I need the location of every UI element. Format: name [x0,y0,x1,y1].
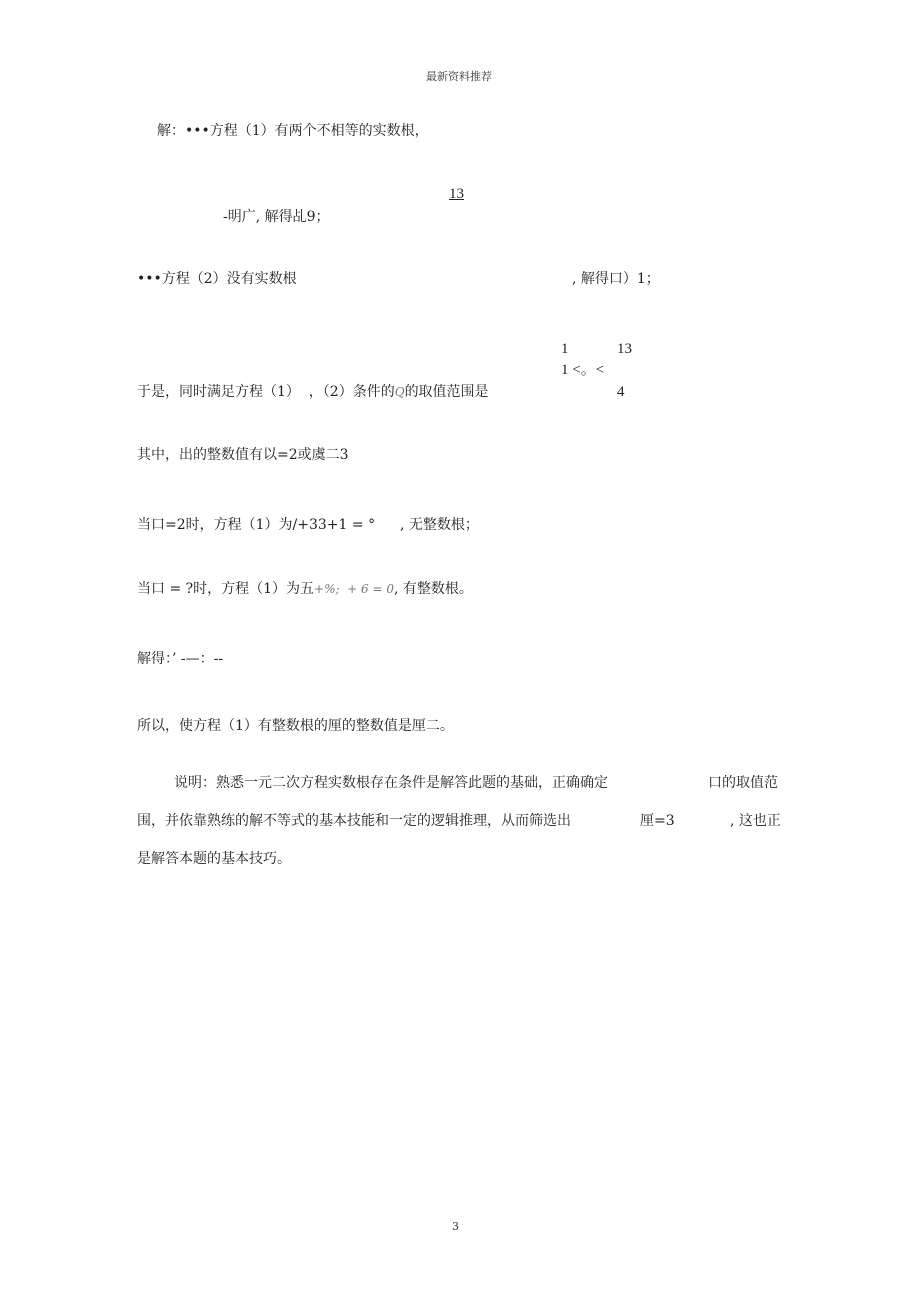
solution-line-5: 其中，出的整数值有以=2或虞二3 [137,447,349,463]
solution-line-4 [137,383,489,401]
note-line-1-end: 口的取值范 [708,775,778,791]
line-7-tail: , 有整数根。 [394,581,473,597]
note-line-2: 围，并依靠熟练的解不等式的基本技能和一定的逻辑推理，从而筛选出 [137,813,571,829]
line-4-text: 于是，同时满足方程（1） ，（2）条件的 [137,384,395,400]
note-line-2-mid: 厘=3 [640,813,675,829]
line-7-text: 当口 = ?时，方程（1）为五 [137,581,315,597]
line-7-equation: +%; + 6 = 0 [314,582,394,596]
line-4-variable: Q [394,385,405,399]
note-line-3: 是解答本题的基本技巧。 [137,851,291,867]
solution-line-2: -明广, 解得乩9； [223,209,330,225]
solution-line-3: •••方程（2）没有实数根 [137,271,297,287]
line-4-tail: 的取值范围是 [404,384,489,400]
solution-line-1: 解：•••方程（1）有两个不相等的实数根， [157,123,429,139]
solution-line-7 [137,580,473,598]
solution-line-9: 所以，使方程（1）有整数根的厘的整数值是厘二。 [137,718,454,734]
inequality-middle: 1 <。< [561,362,605,378]
note-line-1: 说明：熟悉一元二次方程实数根存在条件是解答此题的基础，正确确定 [174,775,608,791]
fraction-numerator-13: 13 [449,186,464,202]
page-header: 最新资料推荐 [426,70,492,83]
inequality-bottom-4: 4 [617,384,625,400]
solution-line-6-result: , 无整数根； [400,517,479,533]
inequality-top-1: 1 [561,341,569,357]
solution-line-8: 解得：’ -—：-- [137,651,224,667]
page-number: 3 [452,1220,459,1233]
note-line-2-end: , 这也正 [730,813,781,829]
inequality-top-13: 13 [617,341,632,357]
solution-line-6: 当口=2时，方程（1）为/+33+1 = ° [137,517,376,533]
solution-line-3-result: , 解得口）1； [572,271,660,287]
